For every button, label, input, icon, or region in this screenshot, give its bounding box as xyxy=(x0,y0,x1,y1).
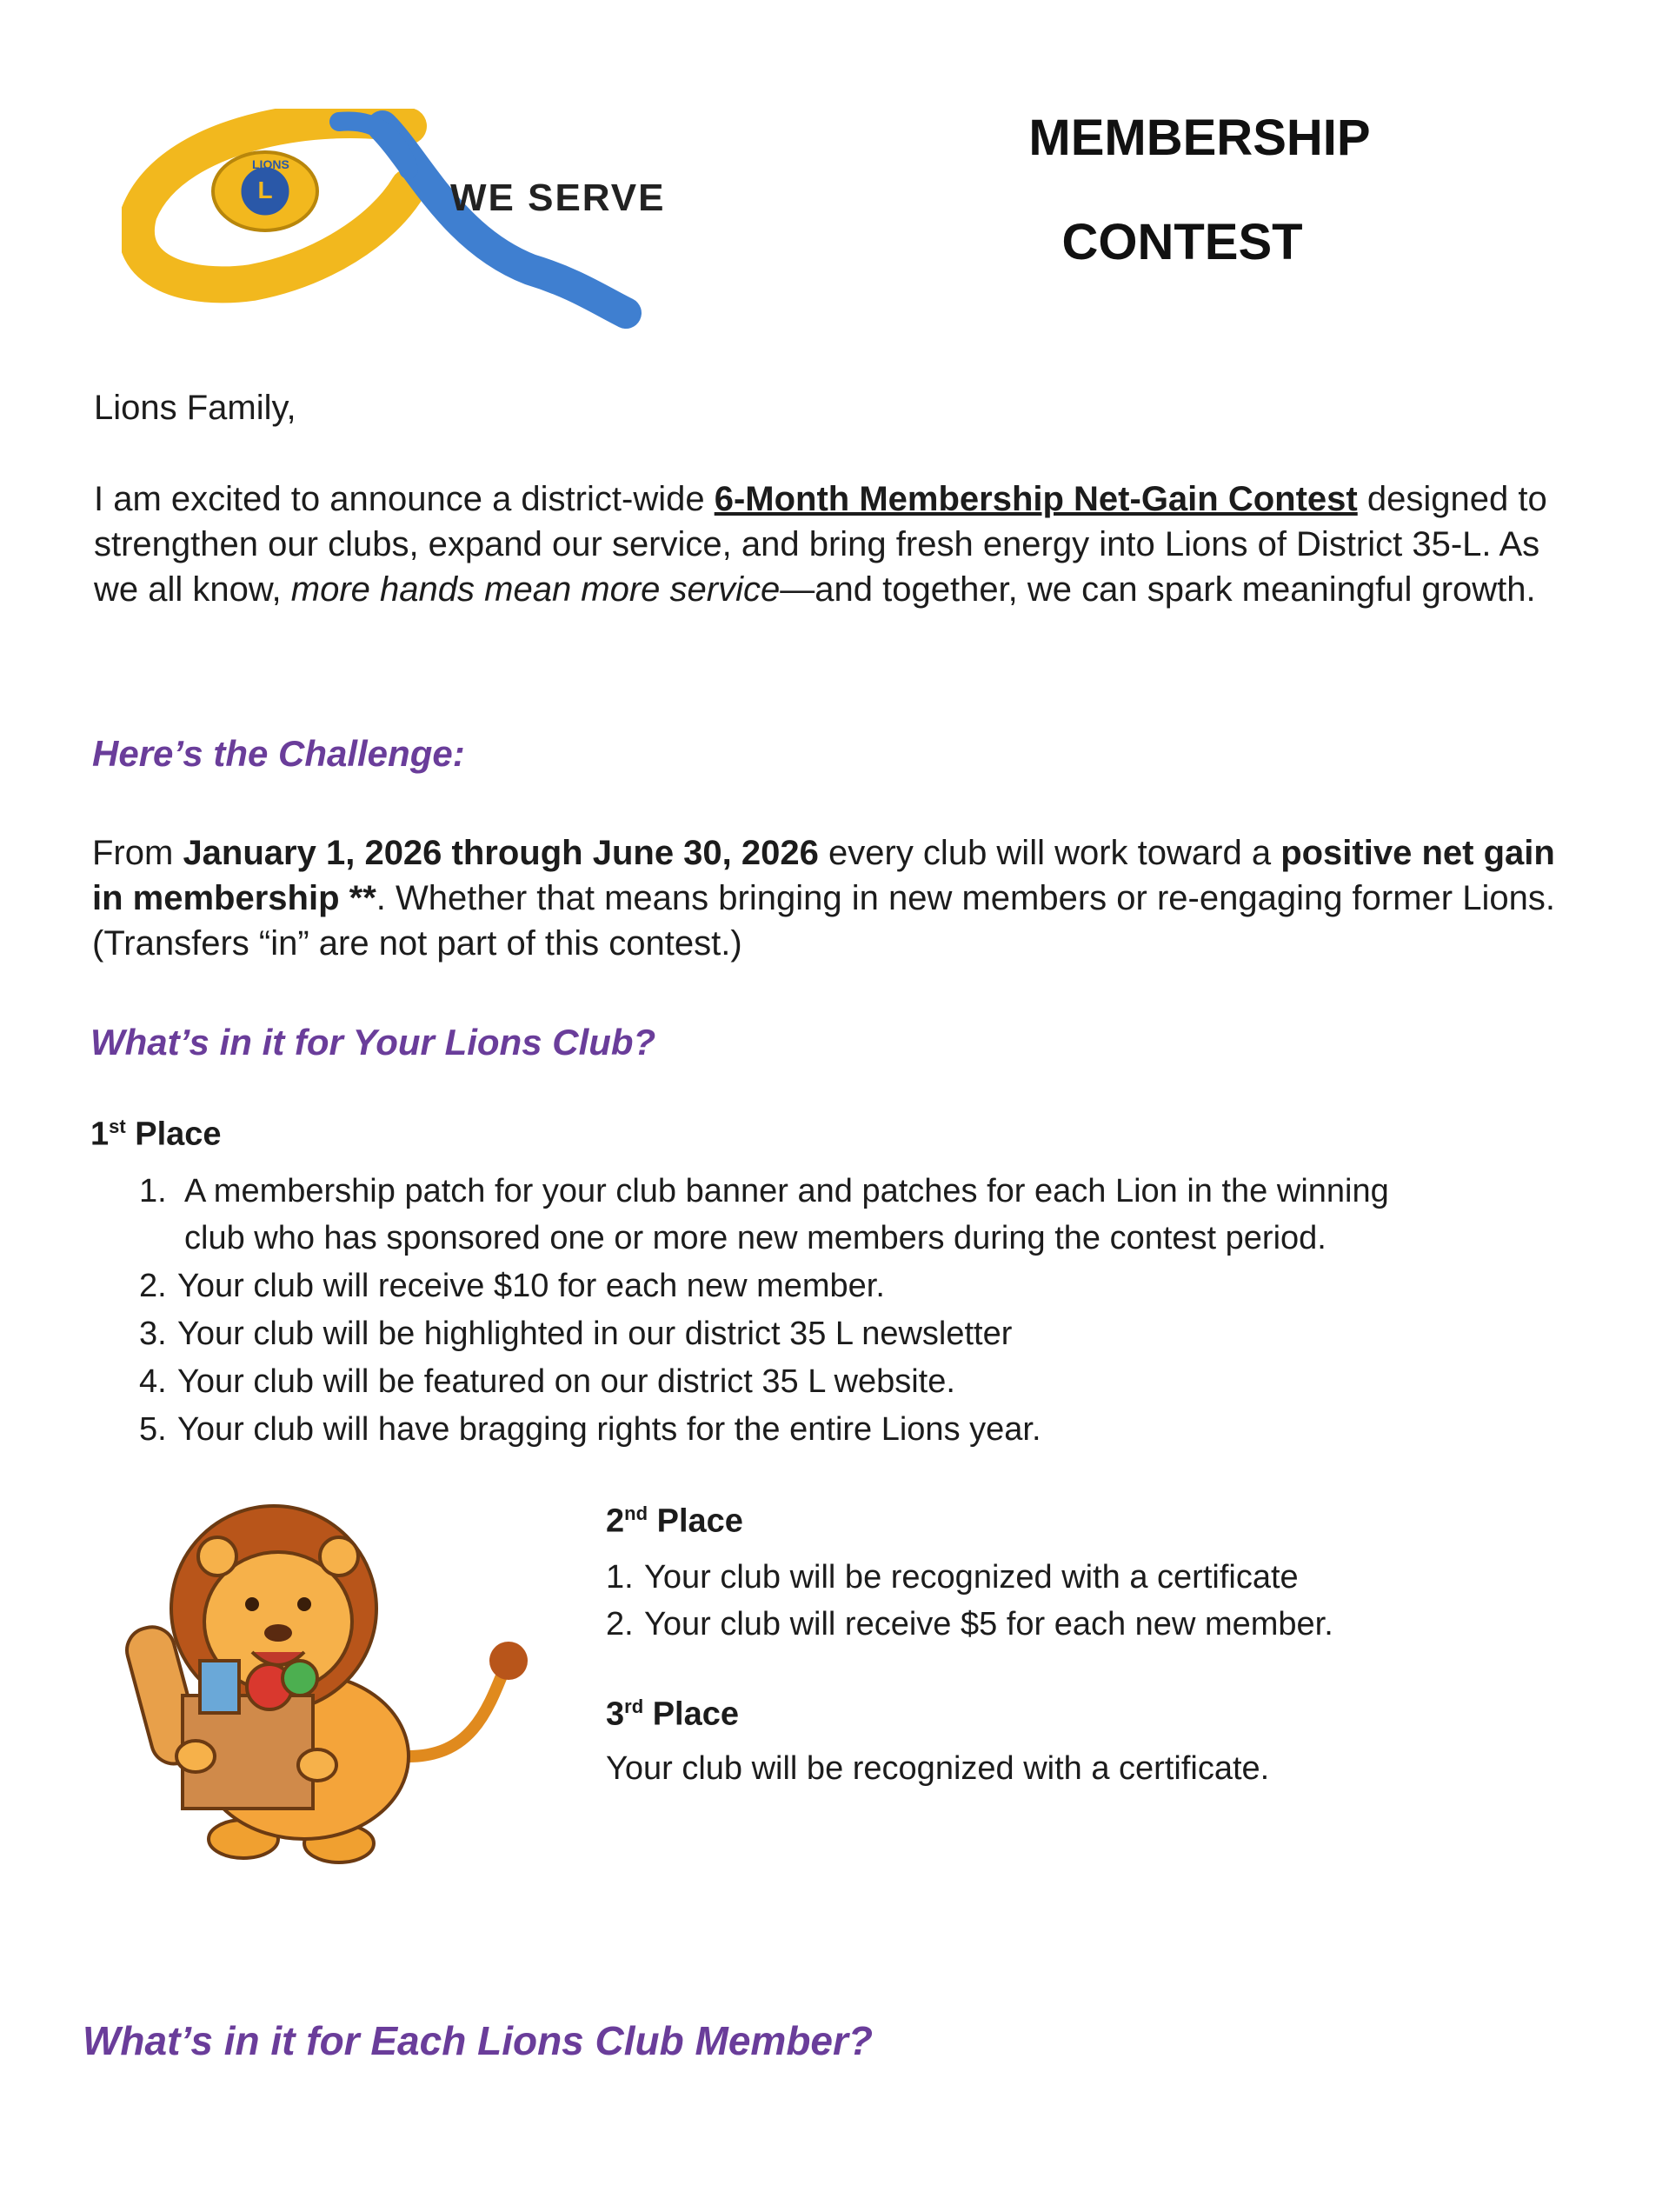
second-item-2 xyxy=(606,1601,1333,1648)
second-sup: nd xyxy=(624,1502,648,1524)
first-item-2 xyxy=(139,1263,885,1309)
first-item-1-cont: club who has sponsored one or more new members during the contest period. xyxy=(184,1220,1327,1256)
emblem-letter: L xyxy=(257,177,273,203)
lions-logo xyxy=(122,109,730,330)
list-number: 3. xyxy=(139,1316,167,1352)
second-ord: 2 xyxy=(606,1502,625,1540)
first-sup: st xyxy=(109,1116,126,1137)
first-label: Place xyxy=(135,1116,222,1153)
list-number: 2. xyxy=(139,1268,167,1304)
third-text: Your club will be recognized with a certificate. xyxy=(606,1750,1270,1787)
contest-name: 6-Month Membership Net-Gain Contest xyxy=(714,480,1358,518)
third-ord: 3 xyxy=(606,1696,625,1733)
lion-mascot-illustration xyxy=(122,1496,539,1878)
list-number: 5. xyxy=(139,1411,167,1448)
list-text: Your club will have bragging rights for the entire Lions year. xyxy=(177,1411,1041,1448)
first-item-5 xyxy=(139,1406,1041,1453)
first-place-heading xyxy=(90,1116,222,1154)
title-line-2: CONTEST xyxy=(1061,214,1303,270)
challenge-rest: . Whether that means bringing in new members or re-engaging former Lions. (Transfers “in” are not part of this contest.) xyxy=(92,879,1555,963)
intro-text-1: I am excited to announce a district-wide xyxy=(94,480,715,518)
list-text: Your club will receive $5 for each new member. xyxy=(644,1606,1333,1642)
challenge-heading: Here’s the Challenge: xyxy=(92,733,465,774)
list-text: Your club will be highlighted in our district 35 L newsletter xyxy=(177,1316,1013,1352)
first-item-3 xyxy=(139,1310,1012,1357)
list-number: 2. xyxy=(606,1606,634,1642)
intro-paragraph xyxy=(94,476,1589,612)
club-heading: What’s in it for Your Lions Club? xyxy=(90,1022,656,1063)
intro-italic: more hands mean more service xyxy=(290,570,781,609)
second-item-1 xyxy=(606,1554,1299,1601)
greeting: Lions Family, xyxy=(94,389,296,427)
third-place-heading xyxy=(606,1696,739,1734)
challenge-dates: January 1, 2026 through June 30, 2026 xyxy=(183,834,819,872)
list-text: Your club will receive $10 for each new member. xyxy=(177,1268,885,1304)
emblem-text: LIONS xyxy=(252,157,289,171)
intro-text-2: designed to strengthen our clubs, expand our service, and bring fresh energy into Lions of District 35-L. As we all know, xyxy=(94,480,1547,609)
list-text: Your club will be recognized with a certificate xyxy=(644,1559,1299,1596)
second-place-heading xyxy=(606,1502,743,1541)
first-item-4 xyxy=(139,1358,955,1405)
list-text: Your club will be featured on our district 35 L website. xyxy=(177,1363,955,1400)
challenge-paragraph xyxy=(92,830,1570,966)
list-number: 1. xyxy=(606,1559,634,1596)
logo-text: WE SERVE xyxy=(450,177,666,219)
challenge-from: From xyxy=(92,834,183,872)
third-label: Place xyxy=(652,1696,740,1733)
list-number: 1. xyxy=(139,1173,167,1209)
title-line-1: MEMBERSHIP xyxy=(1028,110,1371,166)
intro-text-3: —and together, we can spark meaningful growth. xyxy=(780,570,1536,609)
list-number: 4. xyxy=(139,1363,167,1400)
challenge-goal: positive net gain in membership ** xyxy=(92,834,1555,917)
member-heading: What’s in it for Each Lions Club Member? xyxy=(83,2018,873,2063)
third-sup: rd xyxy=(624,1696,644,1717)
list-text: A membership patch for your club banner and patches for each Lion in the winning xyxy=(184,1173,1389,1209)
first-item-1 xyxy=(139,1168,1389,1215)
first-ord: 1 xyxy=(90,1116,110,1153)
second-label: Place xyxy=(656,1502,743,1540)
challenge-mid: every club will work toward a xyxy=(818,834,1281,872)
